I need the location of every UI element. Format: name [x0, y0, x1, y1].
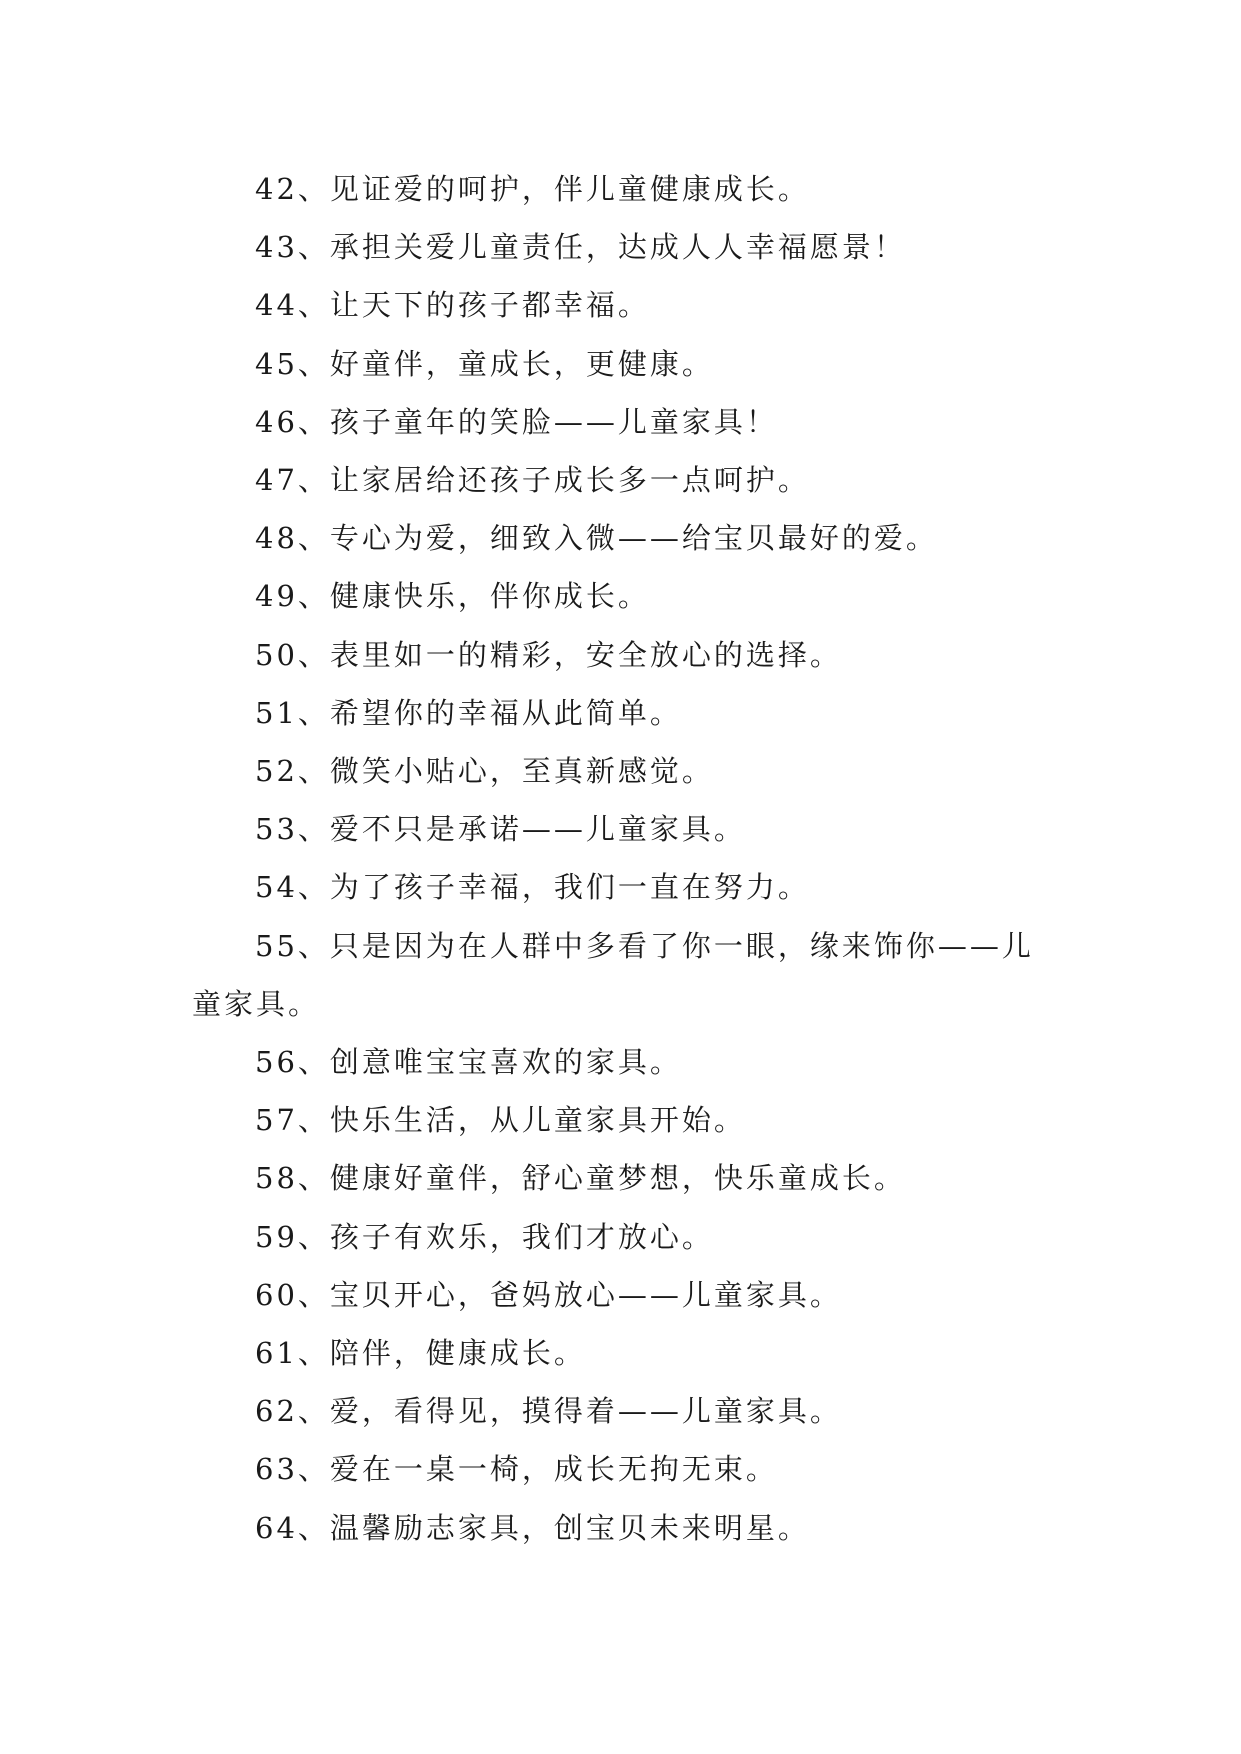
slogan-item: 48、专心为爱，细致入微——给宝贝最好的爱。 — [255, 521, 938, 556]
slogan-item: 44、让天下的孩子都幸福。 — [255, 288, 650, 323]
slogan-item: 63、爱在一桌一椅，成长无拘无束。 — [255, 1452, 778, 1487]
slogan-item: 64、温馨励志家具，创宝贝未来明星。 — [255, 1510, 810, 1545]
slogan-item: 56、创意唯宝宝喜欢的家具。 — [255, 1045, 682, 1080]
slogan-item: 50、表里如一的精彩，安全放心的选择。 — [255, 637, 842, 672]
slogan-item: 52、微笑小贴心，至真新感觉。 — [255, 754, 714, 789]
slogan-item: 46、孩子童年的笑脸——儿童家具！ — [255, 404, 778, 439]
slogan-item: 55、只是因为在人群中多看了你一眼，缘来饰你——儿童家具。 — [192, 928, 1034, 1021]
slogan-item: 61、陪伴，健康成长。 — [255, 1336, 586, 1371]
slogan-item: 59、孩子有欢乐，我们才放心。 — [255, 1219, 714, 1254]
slogan-item: 53、爱不只是承诺——儿童家具。 — [255, 812, 746, 847]
slogan-item: 62、爱，看得见，摸得着——儿童家具。 — [255, 1394, 842, 1429]
slogan-item: 43、承担关爱儿童责任，达成人人幸福愿景！ — [255, 230, 906, 265]
slogan-item: 58、健康好童伴，舒心童梦想，快乐童成长。 — [255, 1161, 906, 1196]
slogan-list — [192, 160, 1062, 1557]
slogan-item: 42、见证爱的呵护，伴儿童健康成长。 — [255, 172, 810, 206]
slogan-item: 51、希望你的幸福从此简单。 — [255, 695, 682, 730]
slogan-item: 47、让家居给还孩子成长多一点呵护。 — [255, 463, 810, 498]
slogan-item: 57、快乐生活，从儿童家具开始。 — [255, 1103, 746, 1138]
slogan-item: 49、健康快乐，伴你成长。 — [255, 579, 650, 614]
slogan-item: 54、为了孩子幸福，我们一直在努力。 — [255, 870, 810, 905]
slogan-item: 60、宝贝开心，爸妈放心——儿童家具。 — [255, 1277, 842, 1312]
slogan-item: 45、好童伴，童成长，更健康。 — [255, 346, 714, 381]
